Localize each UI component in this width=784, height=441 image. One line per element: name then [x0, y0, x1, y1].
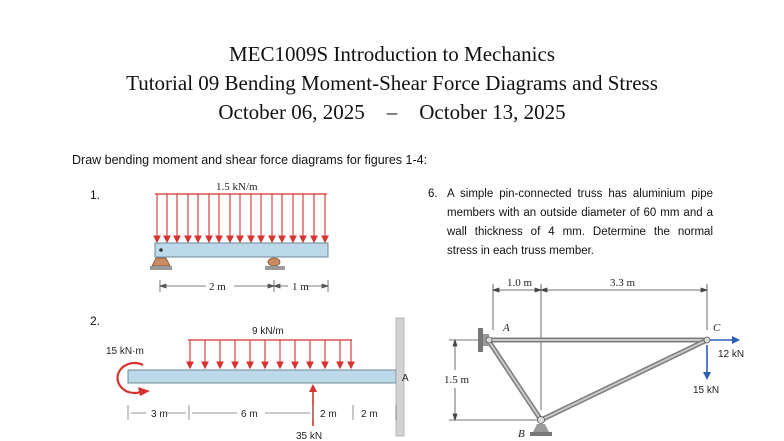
figure-1-number: 1. — [90, 188, 101, 202]
truss-dim-h: 1.5 m — [444, 374, 470, 386]
truss-support-a — [478, 328, 492, 352]
truss-support-b — [530, 417, 552, 437]
problem-6-number: 6. — [428, 188, 438, 200]
problem-6-text: A simple pin-connected truss has aluminium pipe members with an outside diameter of 60 mm and a wall thickness of 4 mm. Determine the normal stress in each truss member. — [447, 188, 713, 257]
date-dash: – — [386, 100, 398, 124]
fig2-dim-c: 2 m — [320, 409, 337, 420]
truss-joint-c — [704, 337, 710, 343]
truss-dim-a: 1.0 m — [507, 277, 533, 289]
truss-node-a: A — [503, 322, 510, 334]
truss-node-b: B — [518, 428, 525, 440]
truss-dim-b: 3.3 m — [610, 277, 636, 289]
instructions: Draw bending moment and shear force diagrams for figures 1-4: — [72, 153, 428, 167]
tutorial-title: Tutorial 09 Bending Moment-Shear Force Diagrams and Stress — [126, 71, 658, 95]
truss-members — [488, 340, 707, 420]
course-title: MEC1009S Introduction to Mechanics — [228, 42, 556, 66]
fig2-moment-label: 15 kN·m — [106, 346, 144, 357]
fig2-dim-d: 2 m — [361, 409, 378, 420]
date-start: October 06, 2025 — [218, 100, 365, 124]
fig2-force-label: 35 kN — [296, 431, 323, 441]
truss-force-h: 12 kN — [718, 349, 745, 360]
truss-force-horizontal — [710, 336, 740, 344]
fig2-support-label: A — [402, 373, 409, 384]
figure-2-number: 2. — [90, 314, 101, 328]
fig1-load-label: 1.5 kN/m — [216, 181, 258, 193]
truss-force-v: 15 kN — [693, 385, 720, 396]
date-end: October 13, 2025 — [419, 100, 566, 124]
truss-node-c: C — [713, 322, 721, 334]
fig1-span-a: 2 m — [209, 281, 226, 293]
fig2-load-label: 9 kN/m — [252, 326, 284, 337]
fig1-span-b: 1 m — [292, 281, 309, 293]
fig2-dim-b: 6 m — [241, 409, 258, 420]
truss-force-vertical — [703, 345, 711, 380]
fig2-dim-a: 3 m — [151, 409, 168, 420]
